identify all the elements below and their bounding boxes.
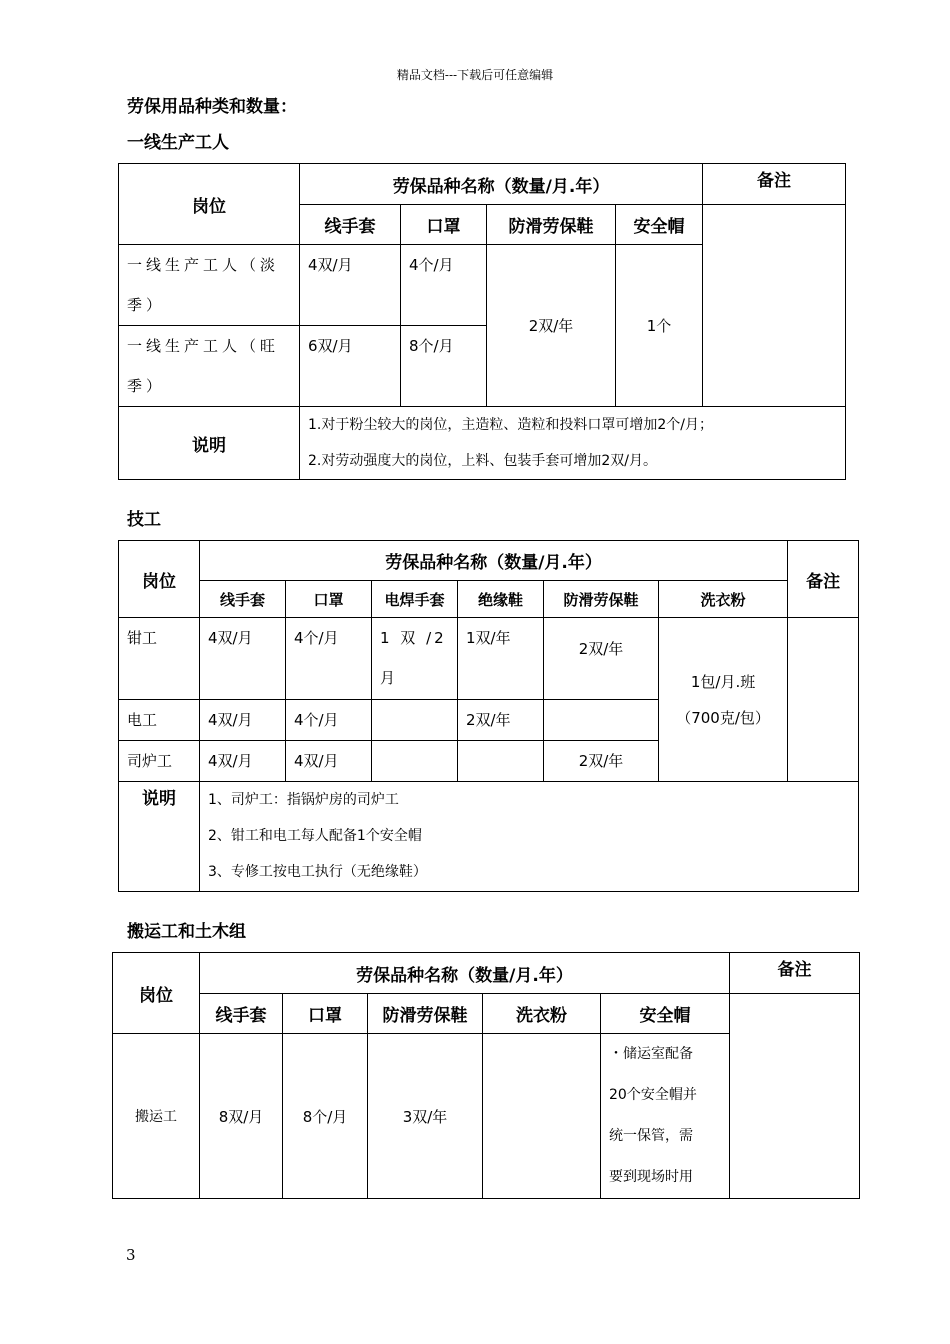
header-item-group: 劳保品种名称（数量/月.年）: [300, 164, 703, 205]
item-header: 防滑劳保鞋: [368, 994, 483, 1034]
cell-mask: 8个/月: [283, 1034, 368, 1199]
section3-title: 搬运工和土木组: [127, 922, 246, 942]
row-position: 一线生产工人（淡季）: [119, 245, 300, 326]
header-remark: 备注: [788, 541, 859, 618]
helmet-note-line: ・储运室配备: [609, 1046, 693, 1062]
item-header: 线手套: [200, 994, 283, 1034]
cell-insulated-shoes: 1双/年: [458, 618, 544, 700]
cell-shoes: 2双/年: [544, 741, 659, 782]
item-header: 口罩: [401, 205, 487, 245]
detergent-line: （700克/包）: [676, 708, 770, 727]
cell-gloves: 8双/月: [200, 1034, 283, 1199]
cell-gloves: 6双/月: [300, 326, 401, 407]
remark-cell: [703, 205, 846, 407]
intro-title: 劳保用品种类和数量：: [127, 97, 297, 117]
header-remark: 备注: [703, 164, 846, 205]
header-note: 精品文档---下载后可任意编辑: [396, 68, 554, 82]
remark-cell: [730, 994, 860, 1199]
cell-weld-gloves: [372, 700, 458, 741]
cell-helmet-note: [601, 1034, 730, 1199]
row-position: 司炉工: [119, 741, 200, 782]
section1-title: 一线生产工人: [127, 133, 229, 153]
cell-detergent: [659, 618, 788, 782]
helmet-note-line: 20个安全帽并: [609, 1087, 697, 1103]
cell-gloves: 4双/月: [200, 741, 286, 782]
cell-insulated-shoes: 2双/年: [458, 700, 544, 741]
cell-gloves: 4双/月: [200, 618, 286, 700]
item-header: 洗衣粉: [659, 581, 788, 618]
cell-shoes: 2双/年: [487, 245, 616, 407]
note-line: 2.对劳动强度大的岗位，上料、包装手套可增加2双/月。: [308, 453, 657, 469]
cell-mask: 4个/月: [286, 700, 372, 741]
section2-title: 技工: [127, 510, 161, 530]
item-header: 绝缘鞋: [458, 581, 544, 618]
cell-detergent: [483, 1034, 601, 1199]
header-item-group: 劳保品种名称（数量/月.年）: [200, 953, 730, 994]
page-number: 3: [126, 1246, 136, 1264]
cell-shoes: 3双/年: [368, 1034, 483, 1199]
section2-table: [118, 540, 859, 892]
cell-shoes: [544, 700, 659, 741]
item-header: 安全帽: [616, 205, 703, 245]
item-header: 防滑劳保鞋: [544, 581, 659, 618]
note-line: 2、钳工和电工每人配备1个安全帽: [208, 828, 422, 844]
cell-mask: 4个/月: [401, 245, 487, 326]
cell-insulated-shoes: [458, 741, 544, 782]
cell-weld-gloves: [372, 741, 458, 782]
header-item-group: 劳保品种名称（数量/月.年）: [200, 541, 788, 581]
header-position: 岗位: [113, 953, 200, 1034]
row-position: 搬运工: [113, 1034, 200, 1199]
helmet-note-line: 统一保管，需: [609, 1128, 693, 1144]
item-header: 电焊手套: [372, 581, 458, 618]
cell-gloves: 4双/月: [300, 245, 401, 326]
cell-shoes: 2双/年: [544, 618, 659, 700]
item-header: 线手套: [300, 205, 401, 245]
header-remark: 备注: [730, 953, 860, 994]
cell-mask: 8个/月: [401, 326, 487, 407]
note-line: 3、专修工按电工执行（无绝缘鞋）: [208, 864, 427, 880]
note-label: 说明: [119, 782, 200, 892]
cell-helmet: 1个: [616, 245, 703, 407]
item-header: 线手套: [200, 581, 286, 618]
header-position: 岗位: [119, 541, 200, 618]
item-header: 安全帽: [601, 994, 730, 1034]
item-header: 洗衣粉: [483, 994, 601, 1034]
row-position: 钳工: [119, 618, 200, 700]
header-position: 岗位: [119, 164, 300, 245]
row-position: 一线生产工人（旺季）: [119, 326, 300, 407]
note-content: [300, 407, 846, 480]
cell-mask: 4个/月: [286, 618, 372, 700]
helmet-note-line: 要到现场时用: [609, 1169, 693, 1185]
remark-cell: [788, 618, 859, 782]
item-header: 口罩: [286, 581, 372, 618]
item-header: 口罩: [283, 994, 368, 1034]
cell-mask: 4双/月: [286, 741, 372, 782]
detergent-line: 1包/月.班: [690, 672, 756, 691]
section3-table: [112, 952, 860, 1199]
row-position: 电工: [119, 700, 200, 741]
item-header: 防滑劳保鞋: [487, 205, 616, 245]
section1-table: [118, 163, 846, 480]
note-line: 1、司炉工：指锅炉房的司炉工: [208, 792, 399, 808]
note-line: 1.对于粉尘较大的岗位，主造粒、造粒和投料口罩可增加2个/月；: [308, 417, 713, 433]
note-label: 说明: [119, 407, 300, 480]
note-content: [200, 782, 859, 892]
cell-gloves: 4双/月: [200, 700, 286, 741]
cell-weld-gloves: 1 双 /2 月: [372, 618, 458, 700]
